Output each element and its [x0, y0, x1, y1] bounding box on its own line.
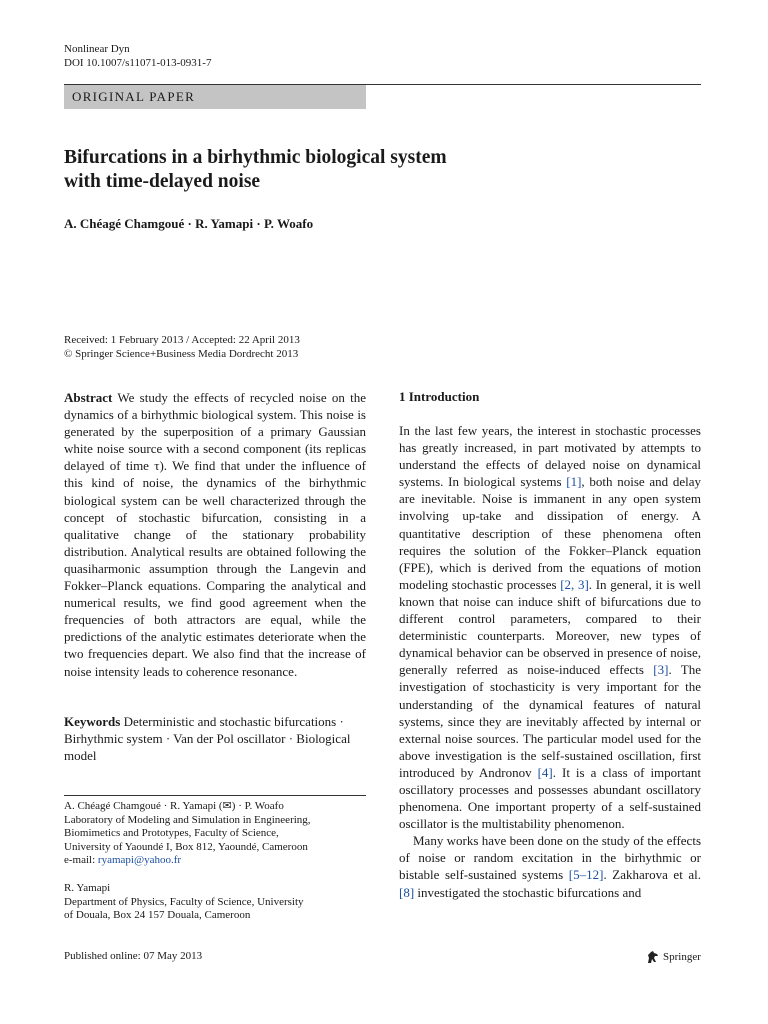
citation-link[interactable]: [5–12] — [568, 867, 604, 883]
text-run: . Zakharova et al. — [603, 867, 702, 883]
paper-title — [64, 146, 584, 194]
introduction-body — [399, 422, 701, 901]
aff1-email-line — [64, 854, 366, 868]
keywords — [64, 713, 364, 764]
publisher-logo — [646, 950, 701, 964]
published-online: Published online: 07 May 2013 — [64, 950, 203, 962]
publisher-name: Springer — [663, 951, 701, 963]
section-heading: 1 Introduction — [399, 389, 480, 404]
text-run: . The investigation of stochasticity is very important for the understanding of the dynamical features of natural systems, since they are inevitably affected by internal or external noise sources. The particular model used for the above investigation is the self-sustained oscillation, first introduced by Andronov — [399, 662, 701, 780]
author-list: A. Chéagé Chamgoué · R. Yamapi · P. Woafo — [64, 216, 314, 231]
text-run: . It is a class of important oscillatory processes and possesses abundant oscillatory phenomena. One important property of a self-sustained oscillator is the multistability phenomenon. — [399, 764, 701, 832]
citation-link[interactable]: [2, 3] — [560, 576, 589, 592]
intro-paragraph-2 — [399, 832, 701, 900]
aff2-line3: of Douala, Box 24 157 Douala, Cameroon — [64, 909, 251, 921]
text-run: We study the effects of recycled noise on the dynamics of a birhythmic biological system. This noise is generated by the superposition of a primary Gaussian white noise source with a second component (its replicas delayed of time τ). We find that under the influence of this kind of noise, the dynamics of the birhythmic biological system can be well characterized through the concept of stochastic bifurcation, consisting in a qualitative change of the stationary probability distribution. Analytical results are obtained following the quasiharmonic assumption through the Langevin and Fokker–Planck equations. Comparing the analytical and numerical results, we find good agreement when the frequencies of both attractors are equal, while the predictions of the analytic estimates deteriorate when the two frequencies depart. We also find that the increase of noise intensity leads to coherence resonance. — [64, 390, 366, 679]
email-label: e-mail: — [64, 854, 98, 866]
text-run: investigated the stochastic bifurcations and — [414, 884, 642, 900]
citation-link[interactable]: [1] — [566, 474, 582, 490]
affiliation-block-1 — [64, 800, 366, 868]
abstract-label: Abstract — [64, 390, 113, 405]
keywords-label: Keywords — [64, 714, 121, 729]
aff1-line4: University of Yaoundé I, Box 812, Yaoundé, Cameroon — [64, 840, 308, 853]
aff1-line3: Biomimetics and Prototypes, Faculty of Science, — [64, 827, 279, 839]
doi: DOI 10.1007/s11071-013-0931-7 — [64, 57, 212, 69]
aff1-authors: A. Chéagé Chamgoué · R. Yamapi (✉) · P. Woafo — [64, 800, 284, 812]
publication-dates — [64, 333, 300, 361]
title-line-2: with time-delayed noise — [64, 171, 261, 192]
journal-name: Nonlinear Dyn — [64, 43, 130, 55]
springer-horse-icon — [646, 950, 659, 964]
email-link[interactable]: ryamapi@yahoo.fr — [97, 854, 182, 866]
received-accepted: Received: 1 February 2013 / Accepted: 22 April 2013 — [64, 334, 300, 346]
abstract-text — [64, 390, 366, 679]
aff2-author: R. Yamapi — [64, 882, 111, 894]
section-label: ORIGINAL PAPER — [64, 85, 366, 109]
affiliation-block-2 — [64, 882, 366, 923]
citation-link[interactable]: [8] — [399, 884, 415, 900]
citation-link[interactable]: [3] — [653, 662, 669, 678]
copyright: © Springer Science+Business Media Dordrecht 2013 — [64, 348, 299, 360]
title-line-1: Bifurcations in a birhythmic biological system — [64, 147, 447, 168]
journal-header — [64, 42, 211, 70]
affiliation-rule — [64, 795, 366, 796]
text-run: Many works have been done on the study of the effects of noise or random excitation in the birhythmic or bistable self-sustained systems — [399, 833, 701, 883]
aff2-line2: Department of Physics, Faculty of Science, University — [64, 895, 304, 908]
text-run: Deterministic and stochastic bifurcations · Birhythmic system · Van der Pol oscillator · Biological model — [64, 714, 351, 764]
aff1-line2: Laboratory of Modeling and Simulation in Engineering, — [64, 813, 311, 826]
text-run: , both noise and delay are inevitable. Noise is immanent in any open system involving up-take and dissipation of energy. A quantitative description of these phenomena often requires the solution of the Fokker–Planck equation (FPE), which is derived from the equations of motion modeling stochastic processes — [399, 474, 701, 592]
abstract — [64, 389, 366, 680]
citation-link[interactable]: [4] — [537, 764, 553, 780]
text-run: . In general, it is well known that noise can induce shift of bifurcations due to different control parameters, compared to their deterministic counterparts. Moreover, new types of dynamical behavior can be observed in presence of noise, generally referred as noise-induced effects — [399, 576, 702, 678]
intro-paragraph-1 — [399, 422, 701, 832]
text-run: In the last few years, the interest in stochastic processes has greatly increased, in part motivated by attempts to understand the effects of delayed noise on dynamical systems. In biological systems — [399, 423, 701, 490]
